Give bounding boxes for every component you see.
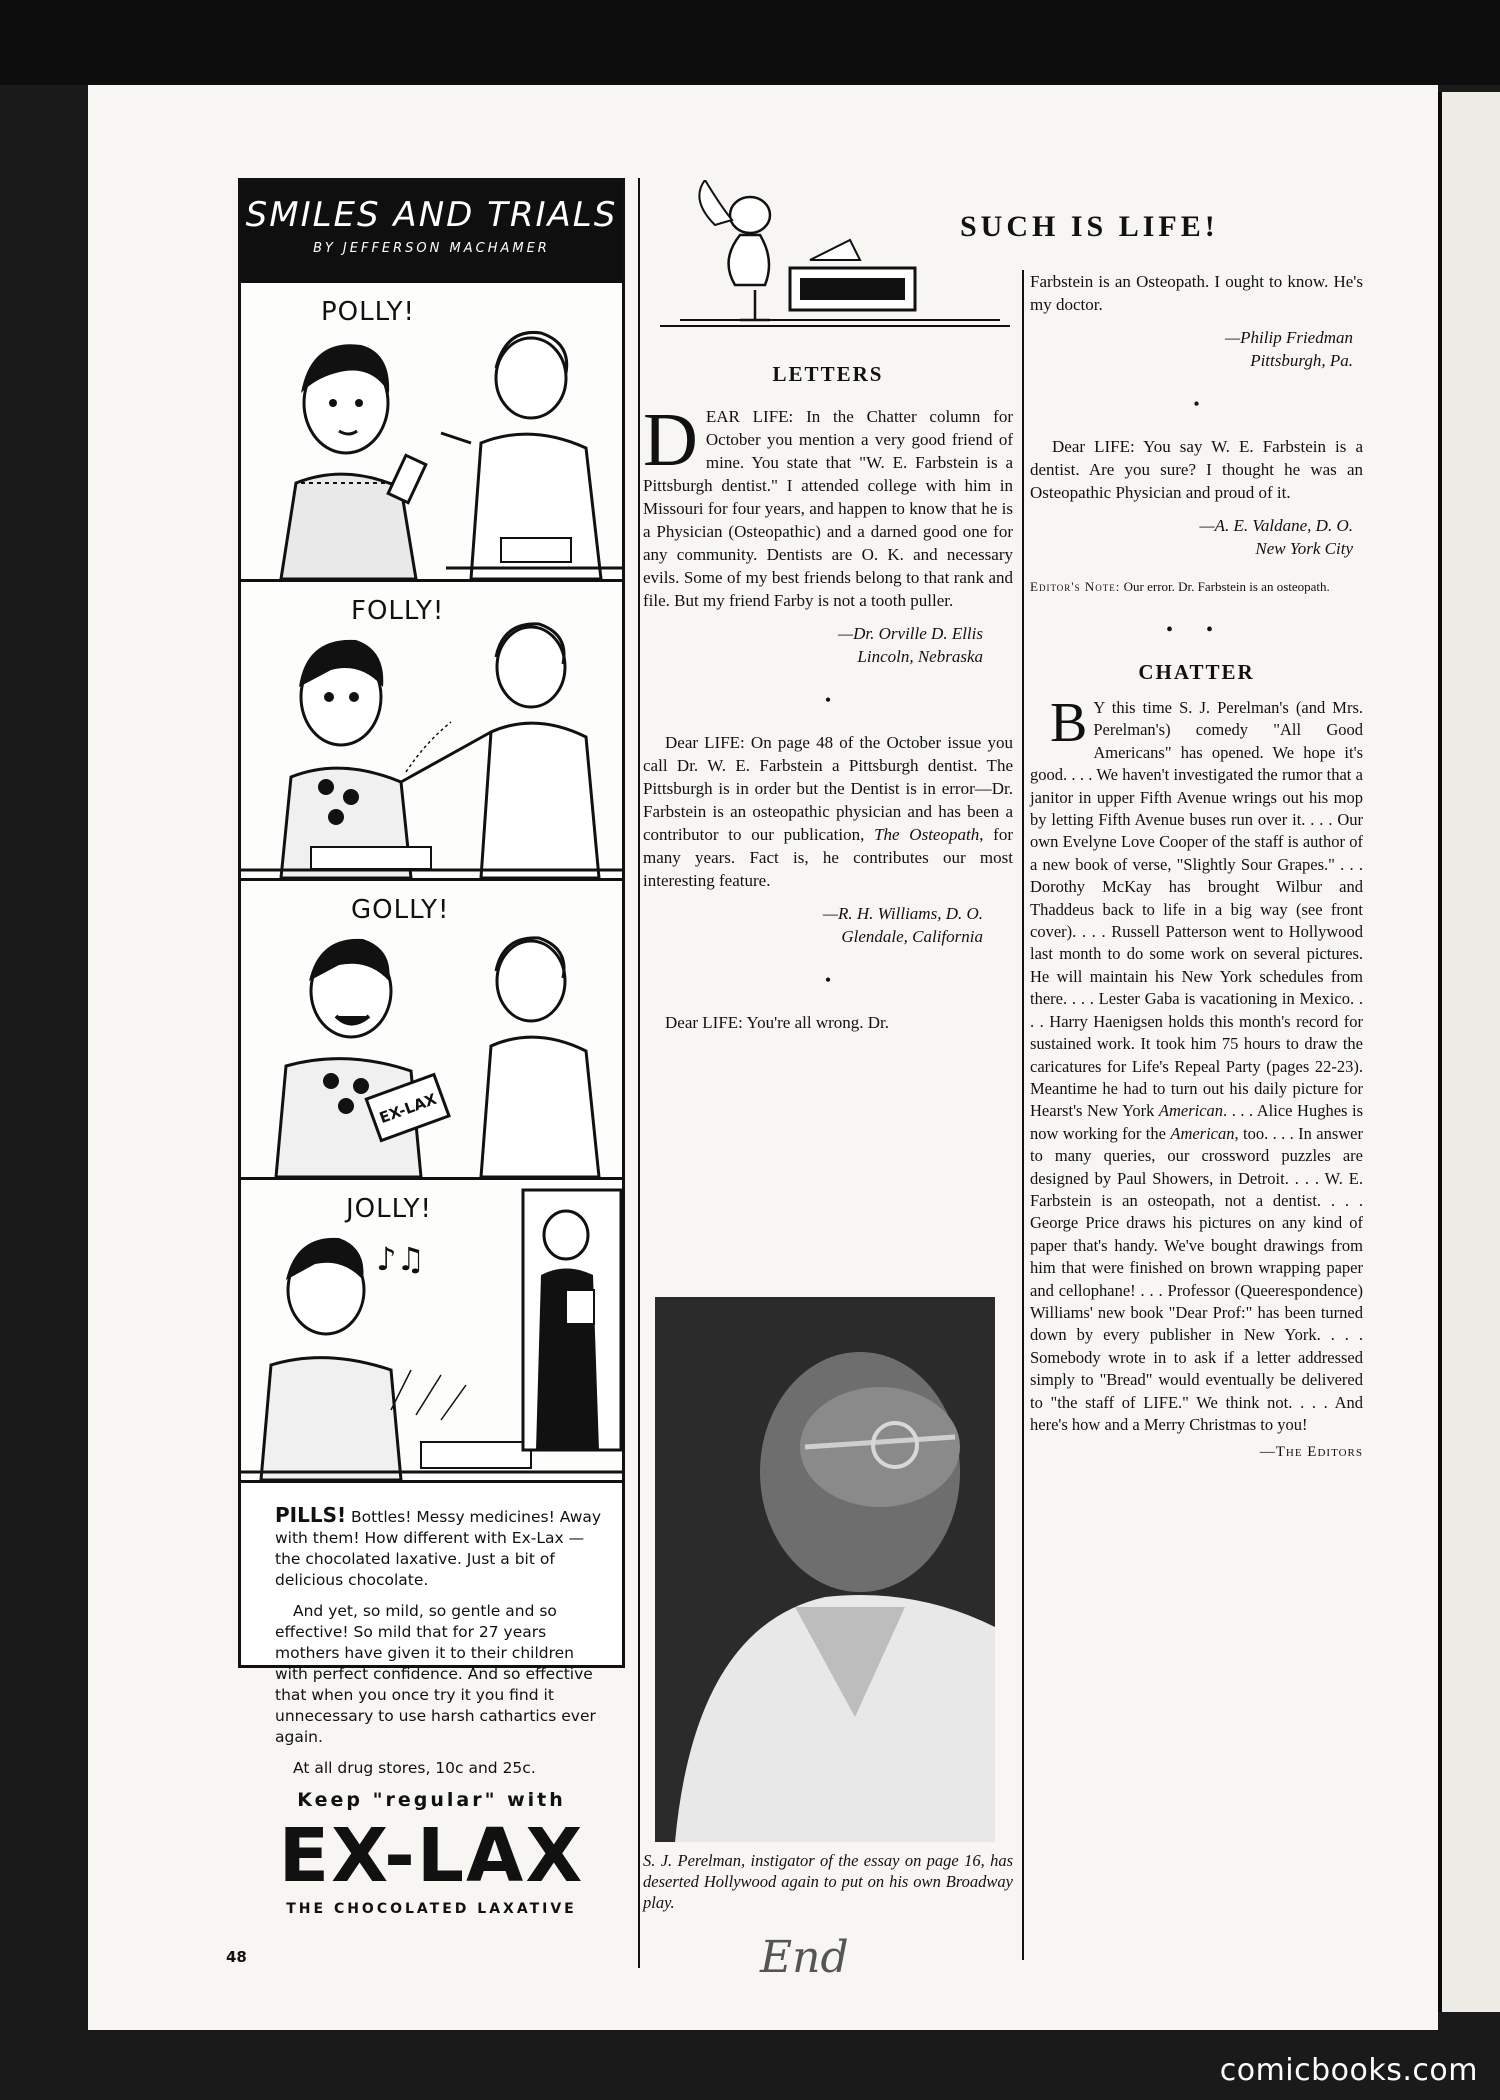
editors-note xyxy=(1030,578,1363,595)
chatter-newspaper-2: American xyxy=(1170,1123,1235,1143)
site-watermark: comicbooks.com xyxy=(1219,2053,1478,2088)
ad-store-availability: At all drug stores, 10c and 25c. xyxy=(293,1759,536,1777)
ad-brand-name: EX-LAX xyxy=(278,1813,585,1899)
letter-separator-3: • xyxy=(1193,394,1200,414)
letter-1-text xyxy=(643,398,1013,612)
column-rule-left xyxy=(638,178,640,1968)
letter-4-signature xyxy=(1030,514,1353,560)
cherub-at-desk-icon xyxy=(660,180,1010,330)
chatter-dropcap: B xyxy=(1050,692,1088,754)
chatter-body-a: Y this time S. J. Perelman's (and Mrs. Perelman's) comedy "All Good Americans" has opened. We hope it's good. . . . We haven't investigated the rumor that a janitor in upper Fifth Avenue wrings out his mop by letting Fifth Avenue buses run over it. . . . Our own Evelyne Love Cooper of the staff is author of a new book of verse, "Slightly Sour Grapes." . . . Dorothy McKay has brought Wilbur and Thaddeus back to life in a big way (see front cover). . . . Russell Patterson went to Hollywood last month to do some work on several pictures. He will maintain his New York schedules from there. . . . Lester Gaba is vacationing in Mexico. . . . Harry Haenigsen holds this month's record for sustained work. It took him 75 hours to draw the caricatures for Life's Repeal Party (pages 22-23). Meantime he had to turn out his daily picture for Hearst's New York xyxy=(1030,698,1363,1121)
letter-2-body-a: Dear LIFE: On page 48 of the October issue you call Dr. W. E. Farbstein a Pittsburgh dentist. The Pittsburgh is in order but the Dentist is in error—Dr. Farbstein is an osteopathic physician and has been a contributor to our publication, xyxy=(643,733,1013,844)
handwritten-end-note: End xyxy=(760,1932,849,1983)
letter-3-sig-place: Pittsburgh, Pa. xyxy=(1250,351,1353,370)
ad-tagline: THE CHOCOLATED LAXATIVE xyxy=(286,1901,577,1917)
chatter-signature: —The Editors xyxy=(1259,1444,1363,1461)
panel-1-caption: POLLY! xyxy=(321,297,415,327)
panel-2-caption: FOLLY! xyxy=(351,596,445,626)
exlax-advertisement xyxy=(238,178,625,1917)
comic-strip-byline: BY JEFFERSON MACHAMER xyxy=(313,241,550,256)
letter-1-sig-name: —Dr. Orville D. Ellis xyxy=(838,624,983,643)
letter-4-sig-name: —A. E. Valdane, D. O. xyxy=(1199,516,1353,535)
comic-strip-header xyxy=(241,181,622,283)
chatter-body-c: , too. . . . In answer to many queries, our crossword puzzles are designed by Paul Showers, in Detroit. . . . W. E. Farbstein is an osteopath, not a dentist. . . . George Price draws his pictures on any kind of paper that's handy. We've bought drawings from him that were finished on brown wrapping paper and cellophane! . . . Professor (Queerespondence) Williams' new book "Dear Prof:" has been turned down by every publisher in New York. . . . Somebody wrote in to ask if a letter addressed simply to "Bread" would eventually be delivered to "the staff of LIFE." We think not. . . . And here's how and a Merry Christmas to you! xyxy=(1030,1123,1364,1434)
portrait-photo-icon xyxy=(655,1297,995,1842)
letter-1-body: EAR LIFE: In the Chatter column for October you mention a very good friend of mine. You state that "W. E. Farbstein is a Pittsburgh dentist." I attended college with him in Missouri for four years, and happen to know that he is a Physician (Osteopathic) and a darned good one for any community. Dentists are O. K. and necessary evils. Some of my best friends belong to that rank and file. But my friend Farby is not a tooth puller. xyxy=(643,407,1013,610)
letters-heading: LETTERS xyxy=(772,362,884,386)
page-masthead: SUCH IS LIFE! xyxy=(960,210,1219,243)
letter-3-signature xyxy=(1030,326,1353,372)
letter-1-dropcap: D xyxy=(643,398,698,482)
comic-panel-3 xyxy=(241,881,622,1180)
perelman-photo xyxy=(655,1297,995,1842)
letter-2-sig-name: —R. H. Williams, D. O. xyxy=(822,904,983,923)
photo-caption: S. J. Perelman, instigator of the essay on page 16, has deserted Hollywood again to put on his own Broadway play. xyxy=(643,1851,1013,1912)
editors-note-text: Our error. Dr. Farbstein is an osteopath. xyxy=(1120,579,1330,594)
letter-separator-1: • xyxy=(824,690,832,710)
panel-4-caption: JOLLY! xyxy=(346,1194,432,1224)
letter-3-sig-name: —Philip Friedman xyxy=(1225,328,1353,347)
chatter-body-b: . . . . Alice Hughes is now working for the xyxy=(1030,1101,1363,1143)
letter-4-text: Dear LIFE: You say W. E. Farbstein is a dentist. Are you sure? I thought he was an Osteopathic Physician and proud of it. xyxy=(1030,437,1363,502)
ad-lead-word: PILLS! xyxy=(275,1503,347,1527)
comic-panel-4 xyxy=(241,1180,622,1483)
letters-column xyxy=(643,362,1013,1034)
letter-3-continued: Farbstein is an Osteopath. I ought to know. He's my doctor. xyxy=(1030,272,1363,314)
letter-2-body-b: , for many years. Fact is, he contributes our most interesting feature. xyxy=(643,825,1014,890)
chatter-text xyxy=(1030,692,1364,1436)
section-separator: • • xyxy=(1165,619,1227,641)
letter-1-signature xyxy=(643,622,983,668)
comic-illustration-2-icon xyxy=(241,582,622,878)
chatter-heading: CHATTER xyxy=(1138,660,1255,684)
comic-panel-2 xyxy=(241,582,622,881)
chatter-newspaper-1: American xyxy=(1158,1101,1224,1121)
letter-2-signature xyxy=(643,902,983,948)
comic-illustration-1-icon xyxy=(241,283,622,579)
ad-paragraph-1 xyxy=(275,1505,604,1591)
product-box-label: EX-LAX xyxy=(376,1089,440,1128)
letter-2-publication: The Osteopath xyxy=(874,825,980,844)
comic-illustration-3-icon xyxy=(241,881,622,1177)
panel-3-caption: GOLLY! xyxy=(351,895,450,925)
adjacent-page-edge xyxy=(1438,92,1500,2012)
svg-text:♪♫: ♪♫ xyxy=(376,1240,426,1278)
ad-body-copy xyxy=(241,1483,622,1779)
comic-strip-title: SMILES AND TRIALS xyxy=(245,195,618,235)
letter-3-start: Dear LIFE: You're all wrong. Dr. xyxy=(665,1013,890,1032)
right-column xyxy=(1030,270,1363,1461)
scan-background-top xyxy=(0,0,1500,85)
page-number: 48 xyxy=(226,1948,247,1966)
letter-2-sig-place: Glendale, California xyxy=(841,927,983,946)
letter-4-sig-place: New York City xyxy=(1255,539,1353,558)
ad-paragraph-1-text: Bottles! Messy medicines! Away with them! How different with Ex-Lax — the chocolated laxative. Just a bit of delicious chocolate. xyxy=(275,1508,602,1589)
letter-1-sig-place: Lincoln, Nebraska xyxy=(857,647,983,666)
letter-2-text xyxy=(643,731,1013,892)
editors-note-label: Editor's Note: xyxy=(1030,579,1121,594)
comic-panel-1 xyxy=(241,283,622,582)
column-rule-right xyxy=(1022,270,1024,1960)
letter-separator-2: • xyxy=(824,970,832,990)
comic-illustration-4-icon xyxy=(241,1180,622,1480)
ad-keep-regular-line: Keep "regular" with xyxy=(297,1789,566,1811)
ad-paragraph-2: And yet, so mild, so gentle and so effective! So mild that for 27 years mothers have given it to their children with perfect confidence. And so effective that when you once try it you find it unnecessary to use harsh cathartics ever again. xyxy=(275,1602,596,1746)
